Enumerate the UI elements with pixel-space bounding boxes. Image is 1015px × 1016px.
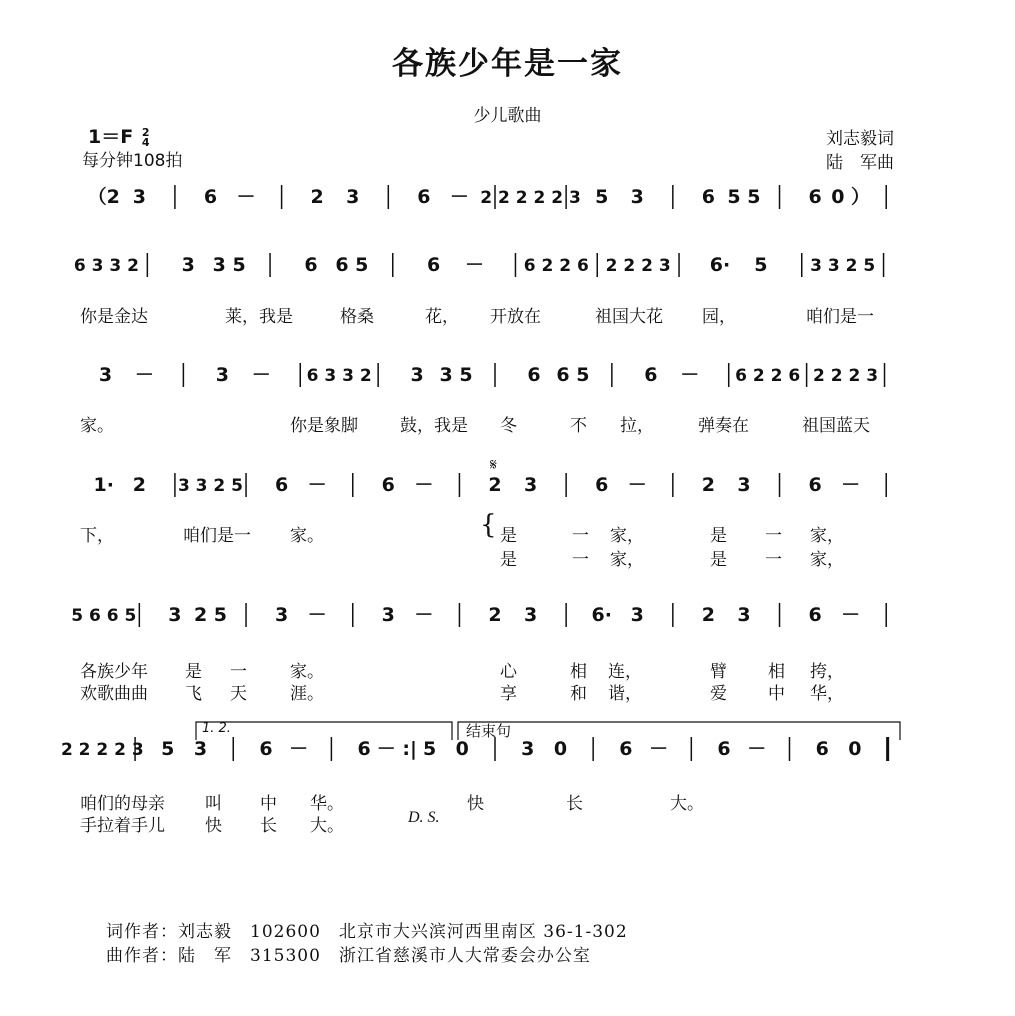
lyric-word: 家， [810,526,844,546]
note-token: － [289,738,309,760]
note-token: 6 [527,364,541,386]
song-subtitle: 少儿歌曲 [473,106,542,126]
note-token: 1· [93,474,115,496]
tempo-marking: 每分钟108拍 [82,151,183,171]
note-token: 3 [168,604,182,626]
note-token: 2 [701,474,716,496]
lyric-word: 祖国蓝天 [802,416,870,436]
lyric-word: 咱们是一 [806,307,874,327]
lyric-word: 家， [610,526,644,546]
note-token: 3 [274,604,289,626]
dal-segno-mark: D. S. [408,809,440,826]
time-signature-top: 2 [141,125,150,139]
note-token: 6 [357,738,371,760]
note-token: － [414,604,434,626]
lyric-word: 快 [467,794,484,814]
note-token: 3 [523,604,538,626]
note-token: （2 [87,186,120,208]
note-token: 6 3 3 2 [306,366,372,386]
note-token: 3 [132,186,146,208]
note-token: － [747,738,767,760]
time-signature-bottom: 4 [141,135,150,149]
note-token: 6 3 3 2 [73,256,139,276]
note-token: 3 3 2 5 [810,256,876,276]
lyric-word: 不 [570,416,587,436]
note-token: － [649,738,669,760]
lyric-word: 爱 [710,684,727,704]
note-token: 3 [193,738,208,760]
note-token: 5 [161,738,175,760]
note-token: 6 [717,738,731,760]
note-token: 6 [808,186,822,208]
lyric-word: 中 [260,794,277,814]
note-token: 3 3 2 5 [177,476,244,496]
note-token: － [841,604,861,626]
lyric-word: 祖国大花 [595,307,663,327]
lyric-word: 一 [765,550,782,570]
note-token: 2 [310,186,324,208]
note-token: － :| [376,738,417,760]
note-token: 3 [346,186,360,208]
note-token: 5 6 6 5 [71,606,137,626]
note-token: 6 [644,364,658,386]
note-token: 6· [709,254,731,276]
lyric-word: 咱们是一 [183,526,251,546]
lyric-word: 开放在 [490,307,541,327]
note-token: 5 [595,186,609,208]
note-token: 6 [808,604,822,626]
note-token: 6 [274,474,289,496]
lyric-word: 欢歌曲曲 [80,684,148,704]
note-token: 0 ） [831,186,871,208]
note-token: － [236,186,256,208]
note-token: 6· [591,604,612,626]
note-token: 2 2 2 3 [813,366,879,386]
lyric-word: 家， [810,550,844,570]
note-token: － [134,364,154,386]
lyric-word: 手拉着手儿 [80,816,165,836]
note-token: 6 [304,254,318,276]
note-token: 6 [259,738,273,760]
lyric-word: 是 [500,526,517,546]
lyric-word: 臂 [710,662,727,682]
lyric-word: 家。 [290,662,324,682]
note-token: 6 [417,186,431,208]
lyric-word: 是 [710,526,727,546]
lyric-word: 飞 [185,684,202,704]
footer-composer: 曲作者：陆 军 315300 浙江省慈溪市人大常委会办公室 [106,946,591,966]
note-token: 0 [848,738,862,760]
note-token: － [627,474,647,496]
lyric-word: 长 [260,816,277,836]
lyric-word: 家。 [290,526,324,546]
note-token: 3 [521,738,535,760]
footer-lyricist: 词作者：刘志毅 102600 北京市大兴滨河西里南区 36-1-302 [106,922,628,942]
note-token: 6 [808,474,822,496]
lyric-word: 是 [500,550,517,570]
lyric-word: 天 [230,684,247,704]
first-ending-label: 1. 2. [202,721,231,736]
note-token: 3 [381,604,395,626]
note-token: － [465,254,485,276]
key-label: 1＝F [88,126,134,148]
note-token: 3 [98,364,113,386]
lyric-word: 你是金达 [80,307,148,327]
lyric-word: 花， [425,307,459,327]
lyric-word: 你是象脚 [290,416,358,436]
note-token: 5 [754,254,768,276]
lyric-word: 各族少年 [80,662,148,682]
note-token: 6 [619,738,633,760]
lyric-word: 咱们的母亲 [80,794,165,814]
lyric-word: 园， [702,307,736,327]
lyric-word: 家。 [80,416,114,436]
note-token: 3 [410,364,424,386]
lyricist-credit: 刘志毅词 [826,129,894,149]
lyric-word: 挎， [810,662,844,682]
lyric-word: 一 [230,662,247,682]
note-token: 2 2 2 2 2 3 [480,188,581,208]
note-token: 0 [553,738,568,760]
lyric-word: 一 [572,550,589,570]
lyric-word: 是 [185,662,202,682]
composer-credit: 陆 军曲 [826,153,894,173]
note-token: － [449,186,469,208]
lyric-word: 家， [610,550,644,570]
note-token: 3 [737,474,751,496]
lyric-word: 一 [765,526,782,546]
note-token: － [251,364,271,386]
note-token: － [414,474,434,496]
note-token: 2 [488,604,502,626]
lyric-word: 涯。 [290,684,324,704]
note-token: 3 [737,604,751,626]
lyric-word: 享 [500,684,517,704]
lyric-word: 拉， [620,416,654,436]
lyric-word: 下， [80,526,114,546]
note-token: 6 [203,186,218,208]
song-title: 各族少年是一家 [392,46,623,82]
note-token: 3 [215,364,229,386]
note-token: 3 [523,474,538,496]
lyric-word: 相 [768,662,785,682]
note-token: 2 2 2 2 3 [60,740,144,760]
lyric-word: 心 [500,662,517,682]
note-token: 2 [701,604,716,626]
lyric-word: 冬 [500,416,517,436]
note-token: 2 5 [193,604,228,626]
lyric-word: 中 [768,684,785,704]
note-token: 3 5 [439,364,473,386]
lyric-word: 谐， [608,684,642,704]
note-token: 2 2 2 3 [605,256,671,276]
lyric-word: 华， [810,684,844,704]
note-token: 6 2 2 6 [523,256,589,276]
lyric-word: 鼓，我是 [400,416,468,436]
verse-brace: { [480,510,497,540]
note-token: 3 [630,604,644,626]
note-token: 6 5 [556,364,590,386]
note-token: 2 [488,474,502,496]
note-token: － [307,604,327,626]
note-token: 0 [455,738,469,760]
lyric-word: 相 [570,662,587,682]
note-token: － [307,474,327,496]
note-token: 6 [381,474,395,496]
segno-sign: 𝄋 [490,455,497,474]
note-token: 6 [595,474,609,496]
note-token: 3 [181,254,195,276]
lyric-word: 叫 [205,794,222,814]
note-token: 2 [132,474,146,496]
lyric-word: 长 [566,794,583,814]
note-token: 6 5 [335,254,369,276]
note-token: 5 5 [727,186,761,208]
lyric-word: 格桑 [340,307,374,327]
lyric-word: 莱，我是 [225,307,293,327]
lyric-word: 和 [570,684,587,704]
lyric-word: 弹奏在 [698,416,749,436]
note-token: － [841,474,861,496]
note-token: 3 5 [212,254,246,276]
lyric-word: 一 [572,526,589,546]
note-token: 3 [630,186,644,208]
note-token: 6 2 2 6 [735,366,801,386]
lyric-word: 是 [710,550,727,570]
lyric-word: 大。 [670,794,704,814]
lyric-word: 华。 [310,794,344,814]
note-token: － [680,364,700,386]
lyric-word: 大。 [310,816,344,836]
note-token: 6 [427,254,441,276]
note-token: 6 [701,186,716,208]
note-token: 5 [422,738,437,760]
lyric-word: 快 [205,816,222,836]
lyric-word: 连， [608,662,642,682]
note-token: 6 [815,738,829,760]
ending-label: 结束句 [466,722,512,740]
